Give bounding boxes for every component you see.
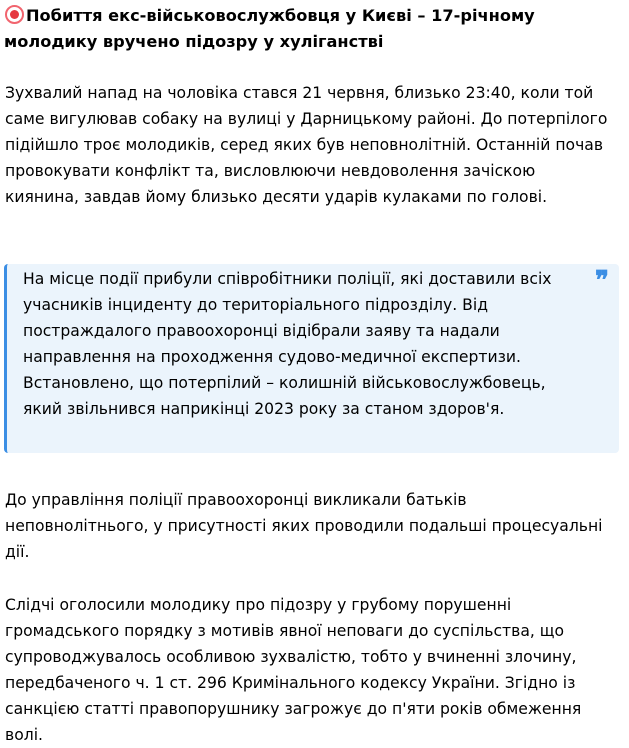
blockquote	[4, 264, 619, 453]
post-title-text: Побиття екс-військовослужбовця у Києві – 17-річному молодику вручено підозру у хуліганстві	[4, 6, 535, 51]
paragraph-parents: До управління поліції правоохоронці викликали батьків неповнолітнього, у присутності яких проводили подальші процесуальні дії.	[5, 491, 603, 561]
paragraph-incident: Зухвалий напад на чоловіка стався 21 червня, близько 23:40, коли той саме вигулював собаку на вулиці у Дарницькому районі. До потерпілого підійшло троє молодиків, серед яких був неповнолітній. Останній почав провокувати конфлікт та, висловлюючи невдоволення зачіскою киянина, завдав йому близько десяти ударів кулаками по голові.	[5, 84, 608, 206]
blockquote-text: На місце події прибули співробітники поліції, які доставили всіх учасників інциденту до територіального підрозділу. Від постраждалого правоохоронці відібрали заяву та надали направлення на проходження судово-медичної експертизи. Встановлено, що потерпілий – колишній військовослужбовець, який звільнився наприкінці 2023 року за станом здоров'я.	[23, 270, 552, 418]
post-title	[4, 2, 604, 55]
red-circle-icon	[5, 5, 24, 24]
quote-icon: ❞	[595, 266, 609, 296]
paragraph-suspicion: Слідчі оголосили молодику про підозру у грубому порушенні громадського порядку з мотивів явної неповаги до суспільства, що супроводжувалось особливою зухвалістю, тобто у вчиненні злочину, передбаченого ч. 1 ст. 296 Кримінального кодексу України. Згідно із санкцією статті правопорушнику загрожує до п'яти років обмеження волі.	[5, 596, 582, 744]
